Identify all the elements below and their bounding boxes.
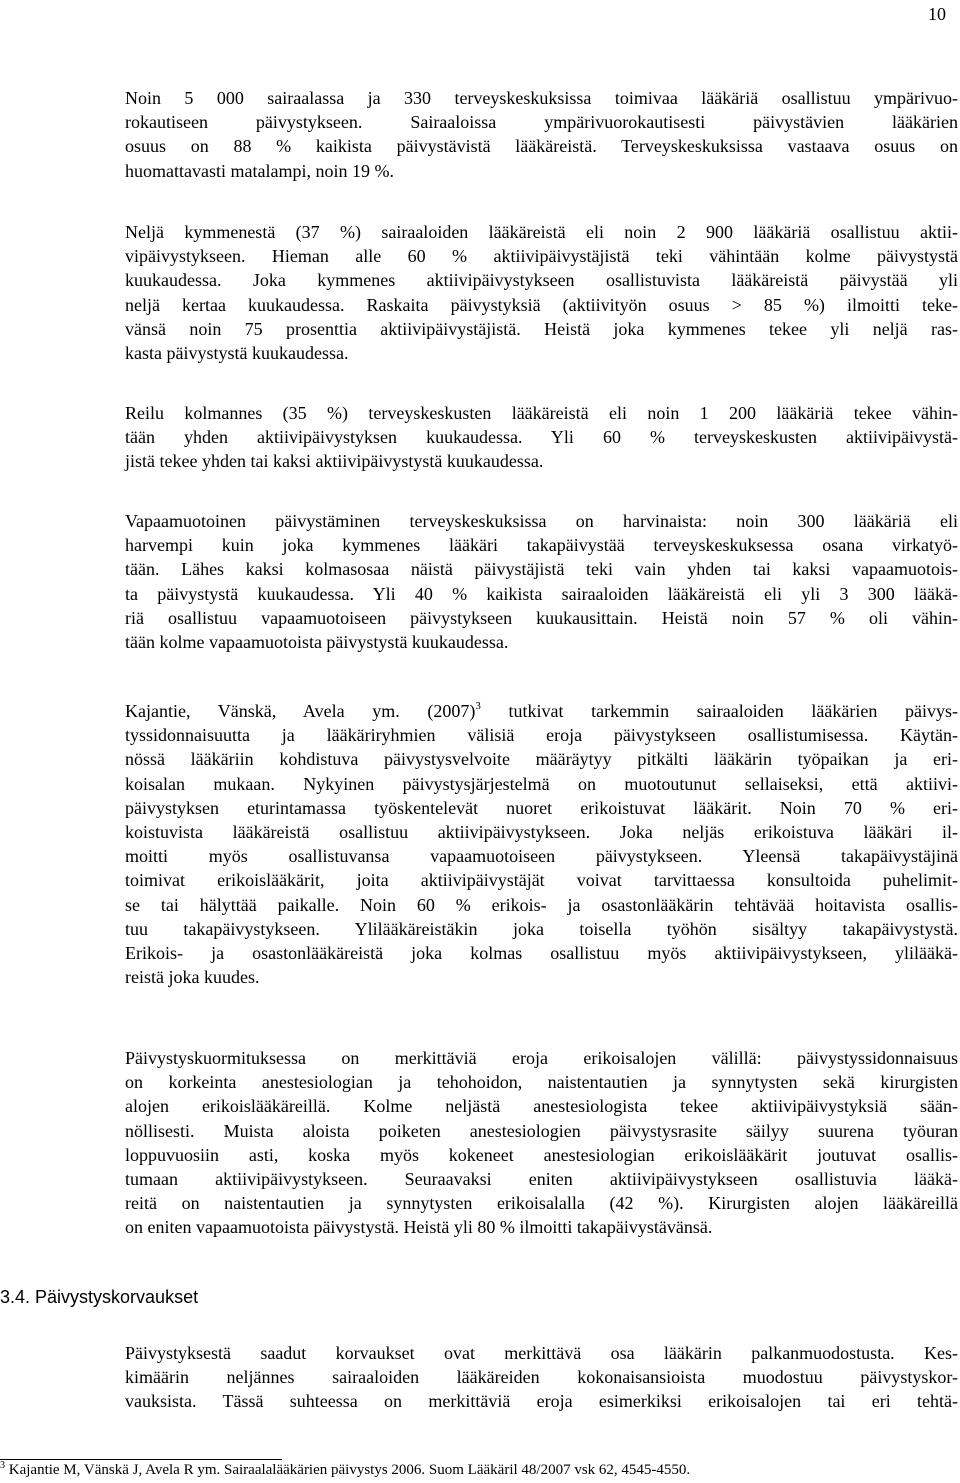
footnote <box>0 1462 690 1479</box>
text-line: on korkeinta anestesiologian ja tehohoidon, naistentautien ja synnytysten sekä kirurgisten <box>125 1072 958 1093</box>
text-line: alojen erikoislääkäreillä. Kolme neljästä anestesiologista tekee aktiivipäivystyksiä sään- <box>125 1096 958 1117</box>
text-line: harvempi kuin joka kymmenes lääkäri takapäivystää terveyskeskuksessa osana virkatyö- <box>125 535 958 556</box>
paragraph-2 <box>125 220 958 365</box>
text-line: huomattavasti matalampi, noin 19 %. <box>125 160 394 181</box>
text-line: tään kolme vapaamuotoista päivystystä kuukaudessa. <box>125 632 509 653</box>
text-line <box>125 699 958 723</box>
text-line: reitä on naistentautien ja synnytysten erikoisalalla (42 %). Kirurgisten alojen lääkäreillä <box>125 1193 958 1214</box>
footnote-text: Kajantie M, Vänskä J, Avela R ym. Sairaalalääkärien päivystys 2006. Suom Lääkäril 48/2007 vsk 62, 4545-4550. <box>5 1462 691 1478</box>
text-line: koistuvista lääkäreistä osallistuu aktiivipäivystykseen. Joka neljäs erikoistuva lääkäri il- <box>125 822 958 843</box>
text-line: tyssidonnaisuutta ja lääkäriryhmien välisiä eroja päivystykseen osallistumisessa. Käytän- <box>125 725 958 746</box>
paragraph-7 <box>125 1341 958 1414</box>
text-line: osuus on 88 % kaikista päivystävistä lääkäreistä. Terveyskeskuksissa vastaava osuus on <box>125 136 958 157</box>
text-line: päivystyksen eturintamassa työskentelevät nuoret erikoistuvat lääkärit. Noin 70 % eri- <box>125 797 958 818</box>
text-line: koisalan mukaan. Nykyinen päivystysjärjestelmä on muotoutunut sellaiseksi, että aktiivi- <box>125 773 958 794</box>
text-line: moitti myös osallistuvansa vapaamuotoiseen päivystykseen. Yleensä takapäivystäjinä <box>125 846 958 867</box>
text-line: nöllisesti. Muista aloista poiketen anestesiologien päivystysrasite säilyy suurena työuran <box>125 1120 958 1141</box>
text-line: Neljä kymmenestä (37 %) sairaaloiden lääkäreistä eli noin 2 900 lääkäriä osallistuu aktii- <box>125 222 958 242</box>
text-line: kimäärin neljännes sairaaloiden lääkäreiden kokonaisansioista muodostuu päivystyskor- <box>125 1367 958 1388</box>
section-heading: 3.4. Päivystyskorvaukset <box>0 1287 199 1307</box>
footnote-marker: 3 <box>0 1460 5 1471</box>
page-number: 10 <box>928 4 946 24</box>
text-line: tään yhden aktiivipäivystyksen kuukaudessa. Yli 60 % terveyskeskusten aktiivipäivystä- <box>125 427 958 448</box>
text-line: jistä tekee yhden tai kaksi aktiivipäivystystä kuukaudessa. <box>125 451 544 472</box>
text-line-rest: tutkivat tarkemmin sairaaloiden lääkärien päivys- <box>480 701 959 721</box>
footnote-reference: 3 <box>475 700 481 712</box>
text-line: toimivat erikoislääkärit, joita aktiivipäivystäjät voivat tarvittaessa konsultoida puhelimit- <box>125 870 958 891</box>
paragraph-1 <box>125 86 958 183</box>
paragraph-6 <box>125 1046 958 1240</box>
text-line: tumaan aktiivipäivystykseen. Seuraavaksi eniten aktiivipäivystykseen osallistuvia lääkä- <box>125 1169 958 1190</box>
text-line: neljä kertaa kuukaudessa. Raskaita päivystyksiä (aktiivityön osuus > 85 %) ilmoitti teke- <box>125 294 958 315</box>
text-line: se tai hälyttää paikalle. Noin 60 % erikois- ja osastonlääkärin tehtävää hoitavista osallis- <box>125 894 958 915</box>
text-line: on eniten vapaamuotoista päivystystä. Heistä yli 80 % ilmoitti takapäivystävänsä. <box>125 1217 713 1238</box>
text-line: Vapaamuotoinen päivystäminen terveyskeskuksissa on harvinaista: noin 300 lääkäriä eli <box>125 511 958 531</box>
text-line: tuu takapäivystykseen. Ylilääkäreistäkin joka toisella työhön sisältyy takapäivystystä. <box>125 918 958 939</box>
text-line: Noin 5 000 sairaalassa ja 330 terveyskeskuksissa toimivaa lääkäriä osallistuu ympärivuo- <box>125 88 958 108</box>
text-line: Päivystyskuormituksessa on merkittäviä eroja erikoisalojen välillä: päivystyssidonnaisuus <box>125 1048 958 1068</box>
text-line: ta päivystystä kuukaudessa. Yli 40 % kaikista sairaaloiden lääkäreistä eli yli 3 300 lääkä- <box>125 583 958 604</box>
text-line: riä osallistuu vapaamuotoiseen päivystykseen kuukausittain. Heistä noin 57 % oli vähin- <box>125 607 958 628</box>
text-line: tään. Lähes kaksi kolmasosaa näistä päivystäjistä teki vain yhden tai kaksi vapaamuotois- <box>125 559 958 580</box>
text-line: vauksista. Tässä suhteessa on merkittäviä eroja esimerkiksi erikoisalojen tai eri tehtä- <box>125 1391 958 1412</box>
text-line: kasta päivystystä kuukaudessa. <box>125 343 349 364</box>
text-line: rokautiseen päivystykseen. Sairaaloissa ympärivuorokautisesti päivystävien lääkärien <box>125 112 958 133</box>
text-line: loppuvuosiin asti, koska myös kokeneet anestesiologian erikoislääkärit joutuvat osallis- <box>125 1144 958 1165</box>
text-line: vipäivystykseen. Hieman alle 60 % aktiivipäivystäjistä teki vähintään kolme päivystystä <box>125 246 958 267</box>
paragraph-4 <box>125 509 958 654</box>
text-line: reistä joka kuudes. <box>125 967 260 988</box>
footnote-divider <box>0 1459 282 1460</box>
text-line: Erikois- ja osastonlääkäreistä joka kolmas osallistuu myös aktiivipäivystykseen, ylilääkä- <box>125 943 958 964</box>
text-line: nössä lääkäriin kohdistuva päivystysvelvoite määräytyy pitkälti lääkärin työpaikan ja eri- <box>125 749 958 770</box>
text-line: Päivystyksestä saadut korvaukset ovat merkittävä osa lääkärin palkanmuodostusta. Kes- <box>125 1343 958 1363</box>
paragraph-5 <box>125 699 958 989</box>
citation-text: Kajantie, Vänskä, Avela ym. (2007) <box>125 701 476 721</box>
text-line: vänsä noin 75 prosenttia aktiivipäivystäjistä. Heistä joka kymmenes tekee yli neljä ras- <box>125 318 958 339</box>
text-line: Reilu kolmannes (35 %) terveyskeskusten lääkäreistä eli noin 1 200 lääkäriä tekee vähin- <box>125 403 958 423</box>
paragraph-3 <box>125 401 958 474</box>
text-line: kuukaudessa. Joka kymmenes aktiivipäivystykseen osallistuvista lääkäreistä päivystää yli <box>125 270 958 291</box>
